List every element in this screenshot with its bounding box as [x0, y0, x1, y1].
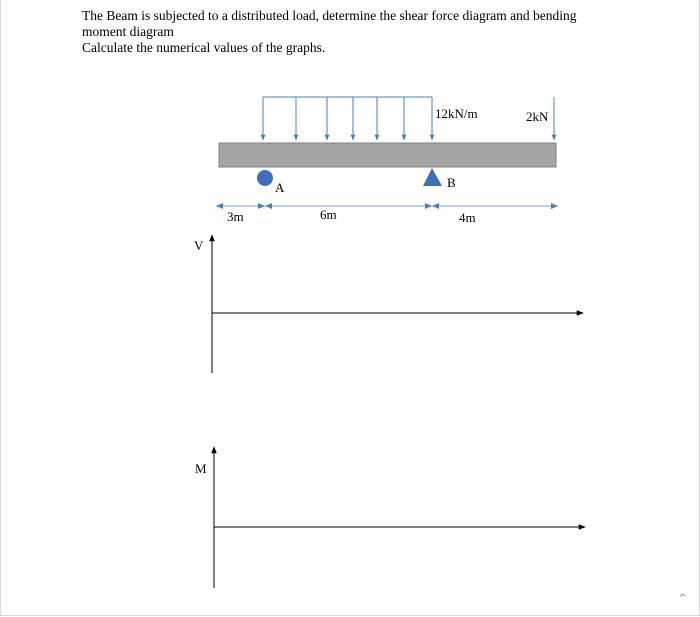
point-load [526, 97, 554, 140]
support-b-label: B [447, 175, 456, 190]
dimension-4m: 4m [459, 210, 476, 225]
shear-diagram-axes [194, 235, 583, 373]
moment-axis-label: M [195, 461, 207, 476]
dim-arrowhead [551, 203, 558, 209]
distributed-load-label: 12kN/m [435, 106, 478, 121]
dimension-lines [216, 203, 558, 225]
distributed-load [263, 97, 478, 140]
shear-axis-label: V [194, 238, 204, 253]
dim-arrowhead [432, 203, 439, 209]
support-a-label: A [275, 180, 285, 195]
moment-diagram-axes [195, 447, 585, 588]
support-b-pin [423, 168, 442, 186]
dim-arrowhead [425, 203, 432, 209]
dim-arrowhead [265, 203, 272, 209]
beam [219, 143, 556, 167]
dimension-6m: 6m [320, 207, 337, 222]
point-load-label: 2kN [526, 109, 549, 124]
chevron-up-icon[interactable]: ⌃ [677, 592, 688, 607]
dimension-3m: 3m [227, 209, 244, 224]
problem-line-2: moment diagram [82, 24, 174, 39]
support-a-roller [257, 170, 273, 186]
dim-arrowhead [258, 203, 265, 209]
problem-line-3: Calculate the numerical values of the graphs. [82, 40, 326, 55]
problem-line-1: The Beam is subjected to a distributed load, determine the shear force diagram and bending [82, 8, 577, 23]
dim-arrowhead [216, 203, 223, 209]
